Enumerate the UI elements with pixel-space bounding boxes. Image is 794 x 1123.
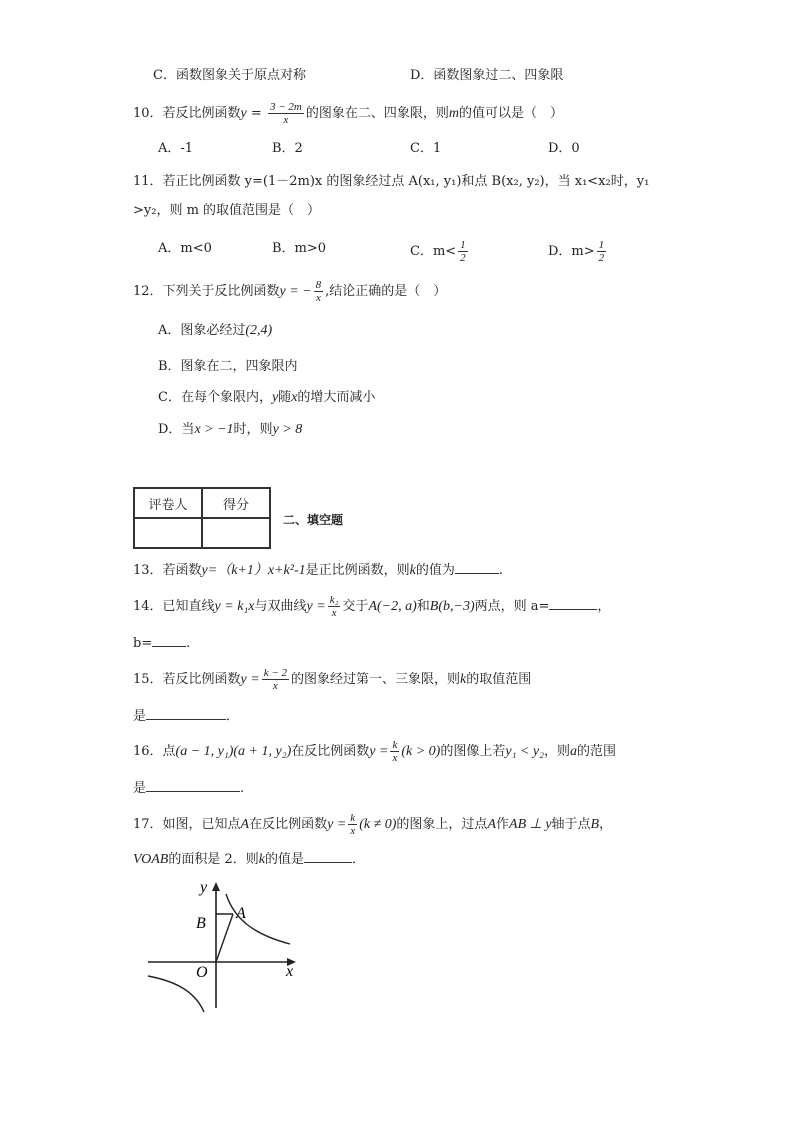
q9-option-c: C．函数图象关于原点对称 — [153, 68, 306, 83]
score-table-grader-cell — [134, 518, 202, 548]
question-14: 14．已知直线y = k₁x与双曲线y = $\frac{\text{k₂}}{x}$ 交于A(−2, a)和B(b,−3)两点，则 a= ， — [133, 594, 611, 619]
q9-option-d: D．函数图象过二、四象限 — [410, 68, 564, 83]
q14-fraction: $\frac{\text{k₂}}{x}$ — [329, 594, 339, 619]
score-table — [133, 487, 271, 549]
q16-fraction: $\frac{k}{x}$ — [392, 739, 398, 764]
label-o: O — [196, 964, 208, 981]
q17-fraction: $\frac{k}{x}$ — [350, 812, 356, 837]
label-x: x — [286, 963, 294, 980]
label-a: A — [236, 905, 246, 922]
q14-b-answer-blank[interactable] — [152, 632, 186, 647]
score-table-grader-header: 评卷人 — [134, 488, 202, 518]
question-12: 12．下列关于反比例函数y = − $\frac{8}{x}$ ,结论正确的是（ ） — [133, 279, 447, 304]
q10-option-c: C．1 — [410, 141, 442, 156]
q14-a-answer-blank[interactable] — [549, 595, 597, 610]
q17-answer-blank[interactable] — [304, 848, 352, 863]
q12-option-c: C．在每个象限内，y随x的增大而减小 — [158, 390, 376, 405]
q11-option-a: A．m<0 — [158, 241, 212, 256]
score-table-score-cell — [202, 518, 270, 548]
q15-line2: 是 ． — [133, 705, 239, 727]
q11-option-c: C．m< $\frac{1}{2}$ — [410, 239, 466, 264]
q10-y: y — [240, 106, 247, 121]
q10-suffix: 的图象在二、四象限，则 — [305, 106, 449, 121]
q12-option-a: A．图象必经过(2,4) — [158, 323, 273, 338]
q10-eq: = — [246, 106, 266, 121]
q10-option-b: B．2 — [272, 141, 303, 156]
q10-option-a: A．-1 — [158, 141, 194, 156]
q11-d-fraction: $\frac{1}{2}$ — [598, 239, 605, 264]
q10-suffix2: 的值可以是（ ） — [458, 106, 563, 121]
segment-oa — [216, 914, 233, 962]
q12-option-b: B．图象在二，四象限内 — [158, 359, 298, 374]
question-10 — [133, 101, 563, 126]
q12-func: y = − — [279, 284, 312, 299]
q11-line2: >y₂，则 m 的取值范围是（ ） — [133, 203, 321, 218]
q13-answer-blank[interactable] — [455, 559, 499, 574]
q15-fraction: $\frac{k - 2}{x}$ — [263, 667, 288, 692]
q10-prefix: 10．若反比例函数 — [133, 106, 241, 121]
question-17: 17．如图，已知点A在反比例函数y = $\frac{k}{x}$ (k ≠ 0)的图象上，过点A作AB ⊥ y轴于点B， — [133, 812, 613, 837]
question-13: 13．若函数y=（k+1）x+k²-1是正比例函数，则k的值为 . — [133, 559, 503, 581]
q11-option-b: B．m>0 — [272, 241, 327, 256]
question-15: 15．若反比例函数y = $\frac{k - 2}{x}$ 的图象经过第一、三象限，则k的取值范围 — [133, 667, 532, 692]
section-title: 二、填空题 — [283, 513, 344, 527]
q12-fraction: $\frac{8}{x}$ — [315, 279, 322, 304]
q17-figure — [140, 878, 310, 1018]
q16-answer-blank[interactable] — [146, 777, 240, 792]
q17-line2: VOAB的面积是 2．则k的值是 ． — [133, 848, 365, 870]
q10-option-d: D．0 — [548, 141, 580, 156]
q16-line2: 是 . — [133, 777, 244, 799]
q12-option-d: D．当x > −1时，则y > 8 — [158, 422, 303, 437]
y-axis-arrow — [212, 882, 220, 891]
label-y: y — [200, 879, 208, 896]
q15-answer-blank[interactable] — [146, 705, 226, 720]
hyperbola-branch-q3 — [148, 976, 204, 1012]
q11-c-fraction: $\frac{1}{2}$ — [460, 239, 466, 264]
q11-option-d: D．m> $\frac{1}{2}$ — [548, 239, 605, 264]
q10-fraction: $\frac{3 - 2m}{x}$ — [269, 101, 302, 126]
q11-line1: 11．若正比例函数 y=(1－2m)x 的图象经过点 A(x₁, y₁)和点 B(x₂, y₂)，当 x₁<x₂时，y₁ — [133, 174, 650, 189]
question-16: 16．点(a − 1, y₁)(a + 1, y₂)在反比例函数y = $\frac{k}{x}$ (k > 0)的图像上若y₁ < y₂，则a的范围 — [133, 739, 616, 764]
score-table-score-header: 得分 — [202, 488, 270, 518]
q10-m: m — [448, 106, 459, 121]
q14-line2: b= . — [133, 632, 190, 654]
label-b: B — [196, 915, 206, 932]
